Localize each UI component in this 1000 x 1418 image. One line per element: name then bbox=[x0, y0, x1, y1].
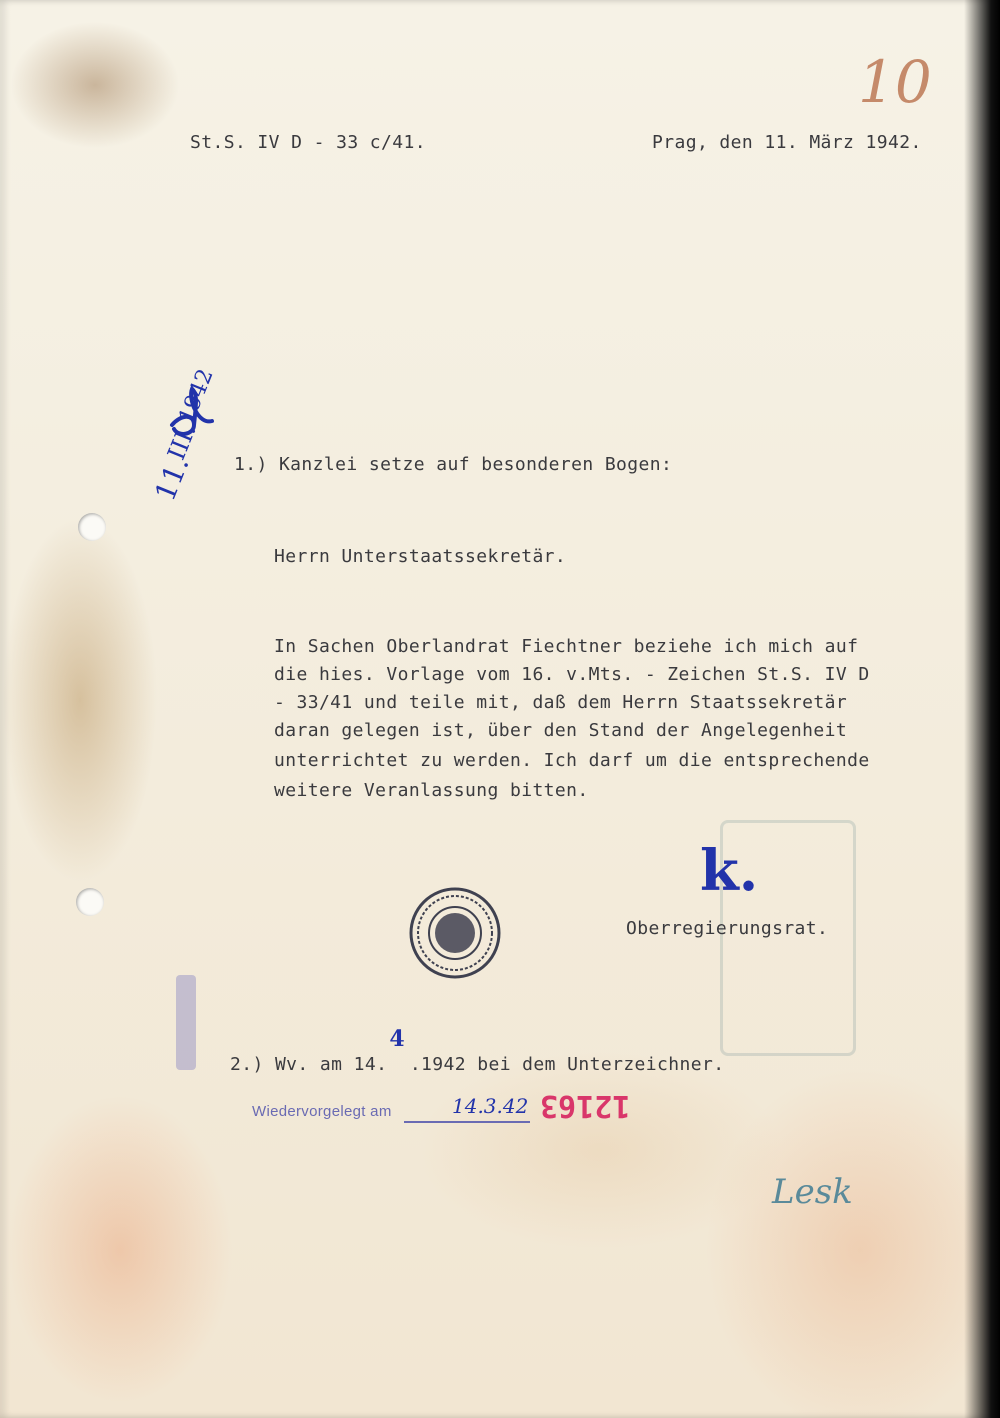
marginal-initial-mark bbox=[160, 385, 220, 445]
red-journal-number: 12163 bbox=[540, 1088, 631, 1123]
item-2-prefix: 2.) Wv. am 14. bbox=[230, 1054, 388, 1075]
body-line: weitere Veranlassung bitten. bbox=[274, 780, 589, 801]
resubmission-stamp-label: Wiedervorgelegt am bbox=[252, 1103, 392, 1120]
scan-edge bbox=[964, 0, 1000, 1418]
punch-hole-lower bbox=[76, 888, 104, 916]
place-date: Prag, den 11. März 1942. bbox=[652, 132, 922, 153]
resubmission-stamp-date: 14.3.42 bbox=[452, 1094, 529, 1118]
body-line: unterrichtet zu werden. Ich darf um die entsprechende bbox=[274, 750, 870, 771]
resubmission-stamp-line bbox=[404, 1121, 530, 1123]
body-line: In Sachen Oberlandrat Fiechtner beziehe ich mich auf bbox=[274, 636, 859, 657]
marginal-year: 1942 bbox=[174, 365, 219, 427]
marginal-month: III. bbox=[162, 419, 202, 464]
item-1-instruction: 1.) Kanzlei setze auf besonderen Bogen: bbox=[234, 454, 673, 475]
item-2-month-handwritten: 4 bbox=[389, 1026, 406, 1052]
addressee: Herrn Unterstaatssekretär. bbox=[274, 546, 567, 567]
violet-stamp-mark bbox=[176, 975, 196, 1070]
handwritten-page-number: 10 bbox=[858, 48, 932, 116]
official-seal bbox=[408, 886, 502, 980]
body-line: - 33/41 und teile mit, daß dem Herrn Staatssekretär bbox=[274, 692, 848, 713]
reference-number: St.S. IV D - 33 c/41. bbox=[190, 132, 426, 153]
bottom-initials: Lesk bbox=[772, 1172, 853, 1212]
body-line: die hies. Vorlage vom 16. v.Mts. - Zeichen St.S. IV D bbox=[274, 664, 870, 685]
punch-hole-upper bbox=[78, 513, 106, 541]
signature-initial: k. bbox=[700, 838, 759, 904]
item-2-instruction bbox=[230, 1026, 725, 1075]
marginal-day: 11. bbox=[148, 451, 196, 506]
body-line: daran gelegen ist, über den Stand der Angelegenheit bbox=[274, 720, 848, 741]
item-2-month bbox=[387, 1026, 409, 1075]
signatory-title: Oberregierungsrat. bbox=[626, 918, 829, 939]
item-2-suffix: .1942 bei dem Unterzeichner. bbox=[409, 1054, 725, 1075]
